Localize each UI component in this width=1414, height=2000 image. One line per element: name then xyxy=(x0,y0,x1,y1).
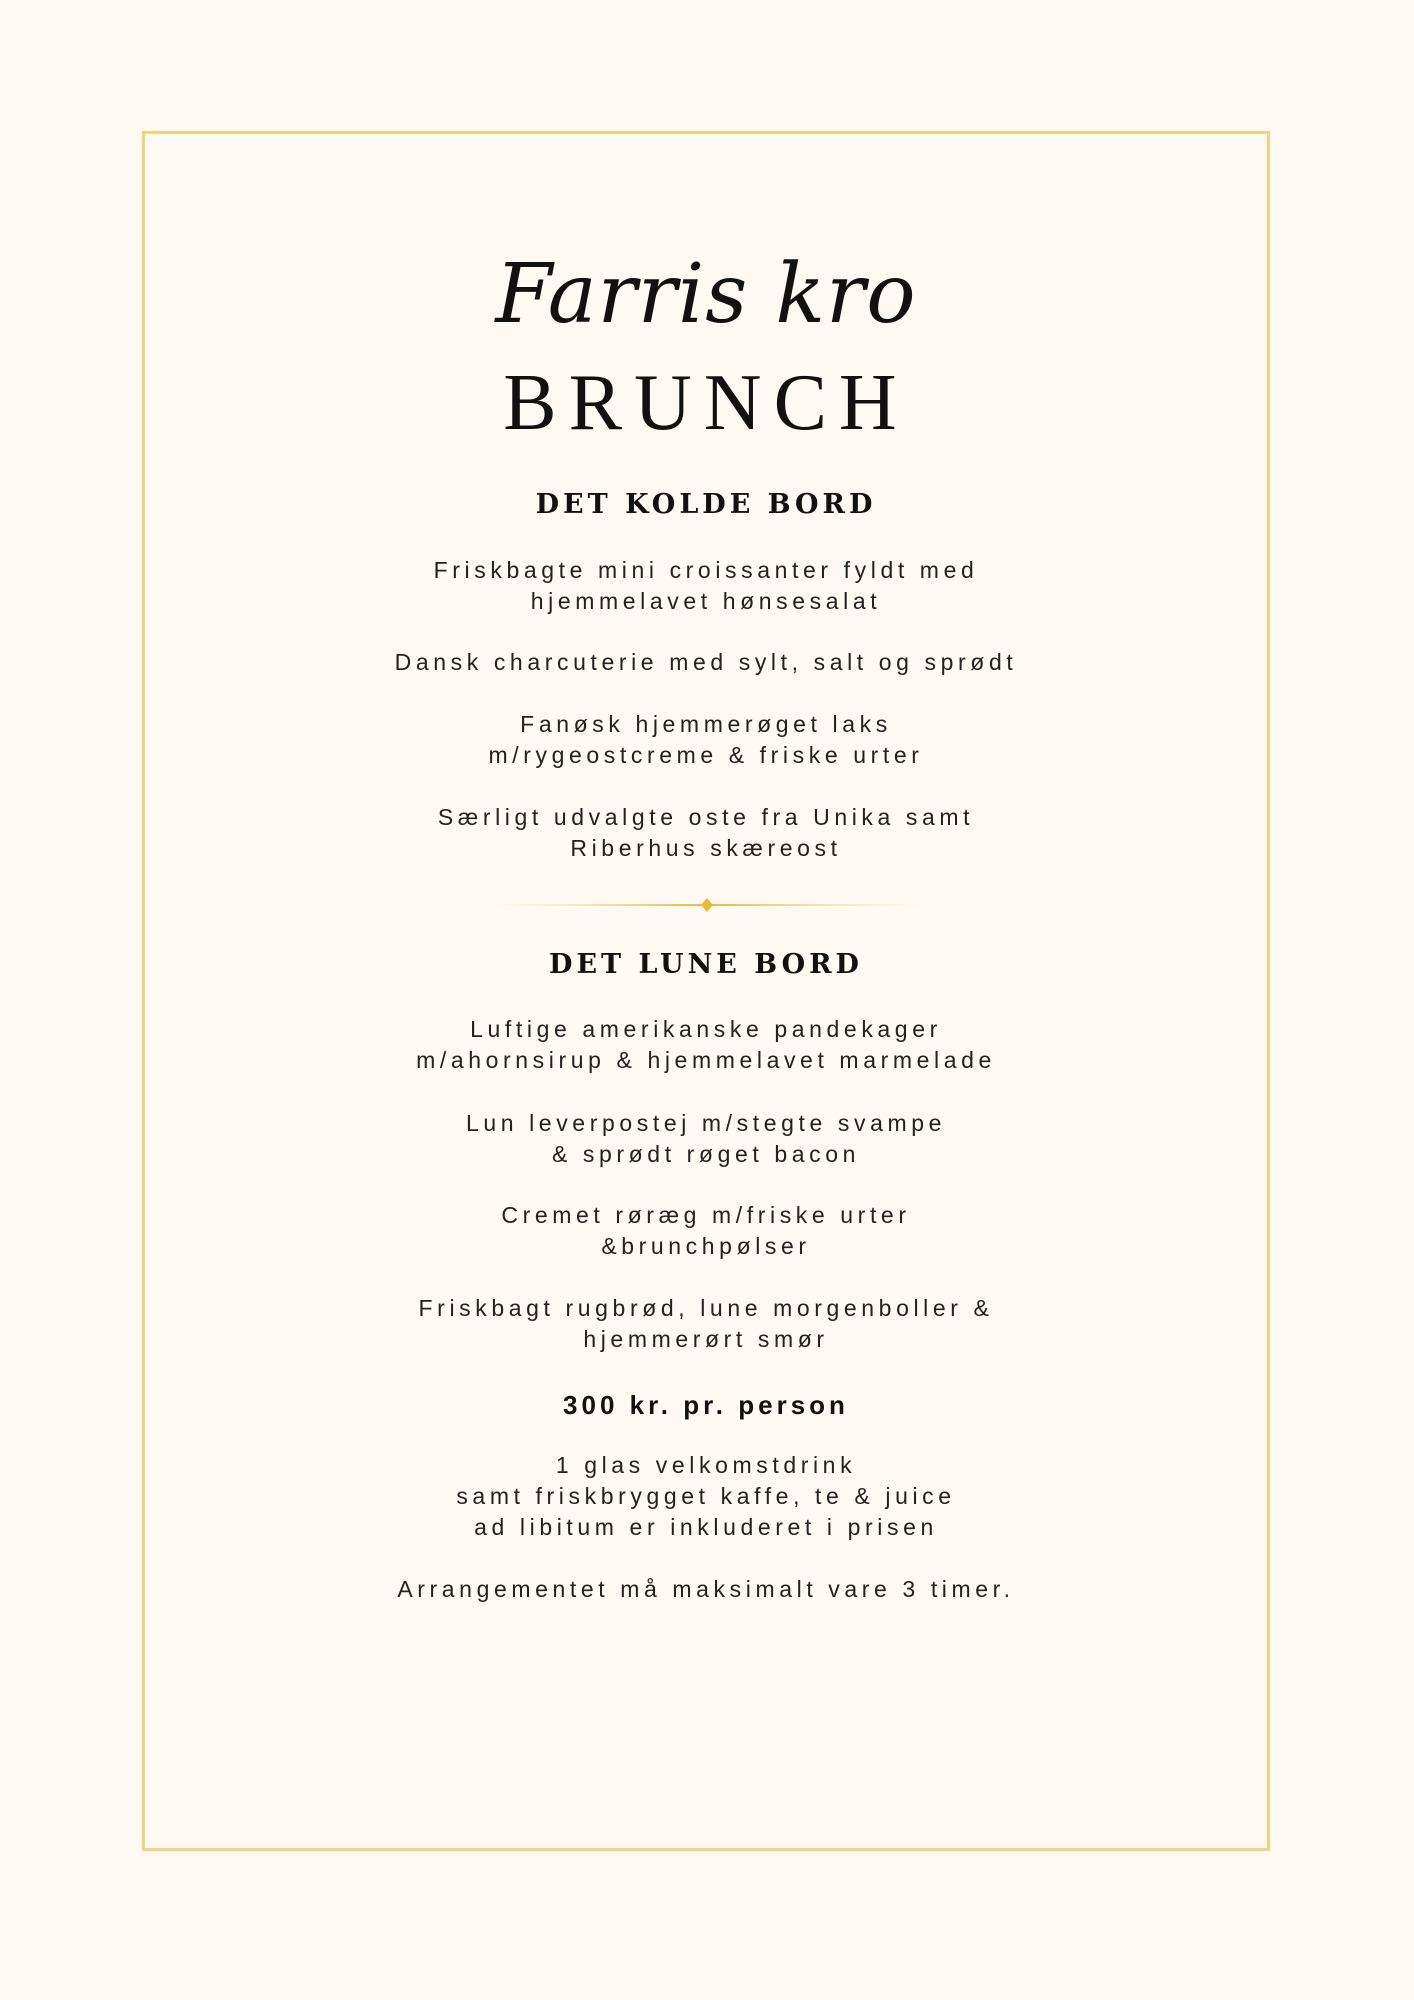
cold-menu-item xyxy=(142,802,1270,864)
item-line: Dansk charcuterie med sylt, salt og sprødt xyxy=(394,649,1018,675)
warm-menu-item xyxy=(142,1014,1270,1076)
cold-menu-item xyxy=(142,555,1270,617)
included-line: samt friskbrygget kaffe, te & juice xyxy=(456,1483,956,1509)
warm-menu-item xyxy=(142,1293,1270,1355)
price-label: 300 kr. pr. person xyxy=(563,1390,849,1420)
item-line: Friskbagte mini croissanter fyldt med xyxy=(433,557,979,583)
item-line: &brunchpølser xyxy=(601,1233,811,1259)
item-line: Lun leverpostej m/stegte svampe xyxy=(465,1110,947,1136)
item-line: & sprødt røget bacon xyxy=(551,1141,861,1167)
duration-note: Arrangementet må maksimalt vare 3 timer. xyxy=(397,1576,1015,1602)
item-line: Særligt udvalgte oste fra Unika samt xyxy=(437,804,975,830)
warm-menu-item xyxy=(142,1200,1270,1262)
included-info xyxy=(142,1450,1270,1543)
item-line: m/ahornsirup & hjemmelavet marmelade xyxy=(416,1047,996,1073)
item-line: m/rygeostcreme & friske urter xyxy=(488,742,924,768)
cold-menu-item xyxy=(142,647,1270,678)
ornamental-divider-icon xyxy=(492,896,922,914)
included-line: ad libitum er inkluderet i prisen xyxy=(474,1514,938,1540)
restaurant-name: Farris kro xyxy=(495,247,917,342)
cold-menu-item xyxy=(142,709,1270,771)
warm-menu-item xyxy=(142,1108,1270,1170)
included-line: 1 glas velkomstdrink xyxy=(555,1452,857,1478)
item-line: Cremet røræg m/friske urter xyxy=(501,1202,911,1228)
item-line: Friskbagt rugbrød, lune morgenboller & xyxy=(418,1295,994,1321)
section-heading-cold: DET KOLDE BORD xyxy=(535,489,877,520)
item-line: Riberhus skæreost xyxy=(570,835,842,861)
menu-title: BRUNCH xyxy=(503,359,909,447)
item-line: hjemmerørt smør xyxy=(583,1326,829,1352)
section-heading-warm: DET LUNE BORD xyxy=(549,949,863,980)
item-line: Luftige amerikanske pandekager xyxy=(470,1016,942,1042)
item-line: hjemmelavet hønsesalat xyxy=(530,588,882,614)
item-line: Fanøsk hjemmerøget laks xyxy=(520,711,892,737)
